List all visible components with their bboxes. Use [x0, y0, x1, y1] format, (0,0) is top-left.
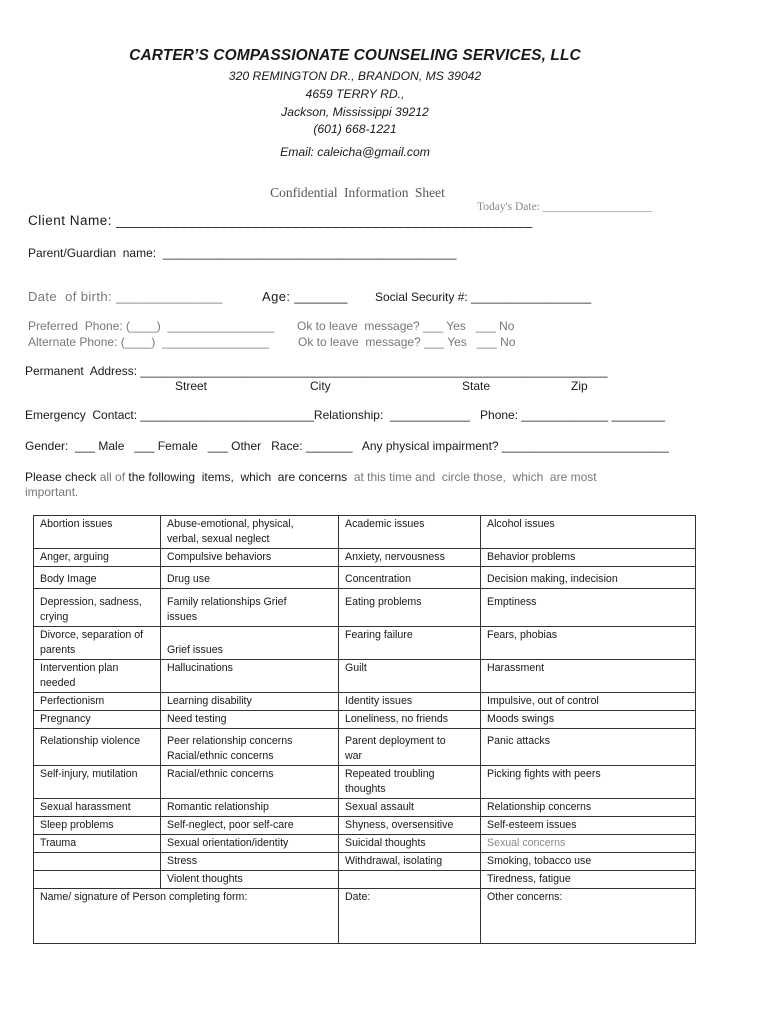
concern-item[interactable]: Sleep problems — [34, 817, 161, 835]
signature-cell[interactable]: Name/ signature of Person completing form: — [34, 889, 339, 944]
age-field[interactable]: Age: _______ — [262, 289, 348, 304]
concern-row — [34, 711, 696, 729]
instructions-text — [25, 470, 597, 484]
concern-item[interactable]: Pregnancy — [34, 711, 161, 729]
address-state-label: State — [462, 379, 491, 393]
guardian-name-field[interactable]: Parent/Guardian name: ____________________________________________ — [28, 246, 457, 260]
concern-row — [34, 729, 696, 766]
concern-item[interactable]: Intervention plan needed — [34, 660, 161, 693]
instructions-part-1: Please check — [25, 470, 97, 484]
todays-date-field[interactable]: Today's Date: ___________________ — [477, 201, 653, 213]
concern-row — [34, 567, 696, 589]
organization-name: CARTER’S COMPASSIONATE COUNSELING SERVICES, LLC — [129, 47, 581, 64]
concern-item[interactable]: Racial/ethnic concerns — [161, 766, 339, 799]
client-name-field[interactable]: Client Name: ____________________________________________________ — [28, 213, 533, 228]
concern-item[interactable]: Anxiety, nervousness — [339, 549, 481, 567]
concern-item[interactable]: Self-injury, mutilation — [34, 766, 161, 799]
concern-row — [34, 766, 696, 799]
concern-item[interactable]: Sexual harassment — [34, 799, 161, 817]
concern-row — [34, 627, 696, 660]
concern-item[interactable]: Violent thoughts — [161, 871, 339, 889]
concern-item[interactable]: Alcohol issues — [481, 516, 696, 549]
concern-item[interactable]: Repeated troubling thoughts — [339, 766, 481, 799]
concern-item[interactable]: Self-esteem issues — [481, 817, 696, 835]
concern-item[interactable]: Abortion issues — [34, 516, 161, 549]
preferred-phone-message-option[interactable]: Ok to leave message? ___ Yes ___ No — [297, 319, 515, 333]
alternate-phone-field[interactable]: Alternate Phone: (____) ________________ — [28, 335, 269, 349]
concern-item[interactable]: Depression, sadness, crying — [34, 589, 161, 627]
concern-item[interactable]: Panic attacks — [481, 729, 696, 766]
concern-item[interactable]: Self-neglect, poor self-care — [161, 817, 339, 835]
concern-item — [34, 853, 161, 871]
concern-item[interactable]: Family relationships Grief issues — [161, 589, 339, 627]
concern-item[interactable]: Anger, arguing — [34, 549, 161, 567]
concern-item[interactable]: Decision making, indecision — [481, 567, 696, 589]
concern-row — [34, 589, 696, 627]
concern-row — [34, 871, 696, 889]
instructions-part-2: all of — [96, 470, 129, 484]
concern-item[interactable]: Abuse-emotional, physical, verbal, sexual neglect — [161, 516, 339, 549]
concern-item[interactable]: Compulsive behaviors — [161, 549, 339, 567]
concern-item[interactable]: Relationship concerns — [481, 799, 696, 817]
form-title: Confidential Information Sheet — [270, 185, 445, 200]
concern-item[interactable]: Relationship violence — [34, 729, 161, 766]
concern-row — [34, 799, 696, 817]
concern-item[interactable]: Loneliness, no friends — [339, 711, 481, 729]
concern-row — [34, 660, 696, 693]
concern-item[interactable]: Suicidal thoughts — [339, 835, 481, 853]
concern-item[interactable]: Learning disability — [161, 693, 339, 711]
concern-item — [339, 871, 481, 889]
concern-item[interactable]: Behavior problems — [481, 549, 696, 567]
concern-row — [34, 693, 696, 711]
permanent-address-field[interactable]: Permanent Address: ______________________________________________________________________ — [25, 364, 608, 378]
concern-row — [34, 817, 696, 835]
concern-item[interactable]: Hallucinations — [161, 660, 339, 693]
address-street-label: Street — [175, 379, 208, 393]
concern-item[interactable]: Sexual assault — [339, 799, 481, 817]
emergency-contact-field[interactable]: Emergency Contact: __________________________Relationship: ____________ Phone: _____________ ________ — [25, 408, 665, 422]
concern-item[interactable]: Shyness, oversensitive — [339, 817, 481, 835]
concern-item[interactable]: Emptiness — [481, 589, 696, 627]
concern-item[interactable]: Stress — [161, 853, 339, 871]
concern-item[interactable]: Body Image — [34, 567, 161, 589]
instructions-part-4: at this time and circle those, which are most — [347, 470, 597, 484]
gender-race-impairment-field[interactable]: Gender: ___ Male ___ Female ___ Other Race: _______ Any physical impairment? _________________________ — [25, 439, 669, 453]
concern-item[interactable]: Peer relationship concerns Racial/ethnic concerns — [161, 729, 339, 766]
date-cell[interactable]: Date: — [339, 889, 481, 944]
alternate-phone-message-option[interactable]: Ok to leave message? ___ Yes ___ No — [298, 335, 516, 349]
concern-item[interactable]: Smoking, tobacco use — [481, 853, 696, 871]
preferred-phone-field[interactable]: Preferred Phone: (____) ________________ — [28, 319, 275, 333]
concern-item[interactable]: Picking fights with peers — [481, 766, 696, 799]
concern-row — [34, 835, 696, 853]
address-line-3: Jackson, Mississippi 39212 — [281, 105, 429, 119]
concern-item[interactable]: Impulsive, out of control — [481, 693, 696, 711]
concern-item[interactable]: Fearing failure — [339, 627, 481, 660]
address-line-1: 320 REMINGTON DR., BRANDON, MS 39042 — [228, 69, 482, 83]
signature-row — [34, 889, 696, 944]
address-zip-label: Zip — [571, 379, 588, 393]
concern-item[interactable]: Concentration — [339, 567, 481, 589]
date-of-birth-field[interactable]: Date of birth: ______________ — [28, 289, 223, 304]
ssn-field[interactable]: Social Security #: __________________ — [375, 290, 592, 304]
concern-item — [34, 871, 161, 889]
concern-item[interactable]: Moods swings — [481, 711, 696, 729]
concern-item[interactable]: Trauma — [34, 835, 161, 853]
phone-number: (601) 668-1221 — [313, 122, 397, 136]
concern-item[interactable]: Academic issues — [339, 516, 481, 549]
concern-item[interactable]: Harassment — [481, 660, 696, 693]
instructions-part-5: important. — [25, 485, 79, 499]
concern-item[interactable]: Guilt — [339, 660, 481, 693]
concern-row — [34, 853, 696, 871]
concern-row — [34, 516, 696, 549]
concerns-table — [33, 515, 696, 944]
concern-item[interactable]: Tiredness, fatigue — [481, 871, 696, 889]
concern-item[interactable]: Divorce, separation of parents — [34, 627, 161, 660]
concern-item[interactable]: Need testing — [161, 711, 339, 729]
concern-item[interactable]: Romantic relationship — [161, 799, 339, 817]
concern-item[interactable]: Withdrawal, isolating — [339, 853, 481, 871]
concern-item[interactable]: Parent deployment to war — [339, 729, 481, 766]
concern-item[interactable]: Drug use — [161, 567, 339, 589]
concern-item[interactable]: Sexual concerns — [481, 835, 696, 853]
concern-item[interactable]: Grief issues — [161, 627, 339, 660]
concern-item[interactable]: Eating problems — [339, 589, 481, 627]
address-line-2: 4659 TERRY RD., — [305, 87, 405, 101]
concern-row — [34, 549, 696, 567]
instructions-part-3: the following items, which are concerns — [128, 470, 348, 484]
concern-item[interactable]: Sexual orientation/identity — [161, 835, 339, 853]
address-city-label: City — [310, 379, 331, 393]
email-address: Email: caleicha@gmail.com — [280, 145, 430, 159]
concern-item[interactable]: Fears, phobias — [481, 627, 696, 660]
other-concerns-cell[interactable]: Other concerns: — [481, 889, 696, 944]
concern-item[interactable]: Perfectionism — [34, 693, 161, 711]
concern-item[interactable]: Identity issues — [339, 693, 481, 711]
